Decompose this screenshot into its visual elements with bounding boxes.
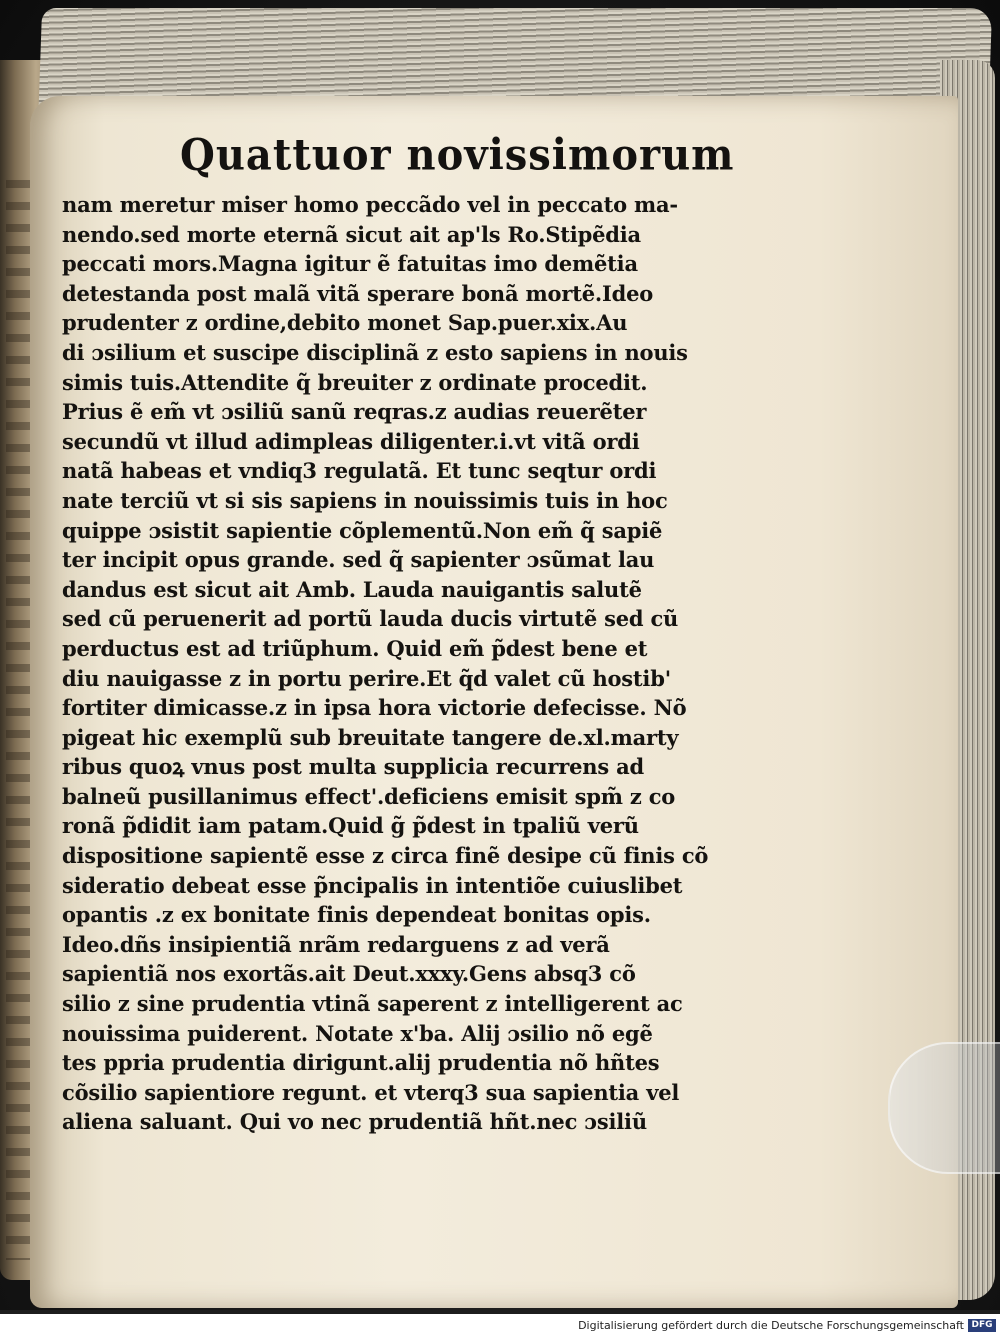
text-line: dandus est sicut ait Amb. Lauda nauigantis salutẽ xyxy=(62,576,642,602)
text-line: balneũ pusillanimus effect'.deficiens emisit spm̃ z co xyxy=(62,783,676,809)
text-line: detestanda post malã vitã sperare bonã mortẽ.Ideo xyxy=(62,280,654,306)
footer-bar xyxy=(0,1314,1000,1338)
text-line: nate terciũ vt si sis sapiens in nouissimis tuis in hoc xyxy=(62,487,668,513)
text-line: nendo.sed morte eternã sicut ait ap'ls Ro.Stipẽdia xyxy=(62,221,641,247)
text-line: nam meretur miser homo peccãdo vel in peccato ma- xyxy=(62,192,678,217)
body-text xyxy=(62,190,709,1137)
text-line: Ideo.dñs insipientiã nrãm redarguens z ad verã xyxy=(62,931,610,957)
text-line: secundũ vt illud adimpleas diligenter.i.vt vitã ordi xyxy=(62,428,640,454)
text-line: silio z sine prudentia vtinã saperent z intelligerent ac xyxy=(62,991,683,1017)
text-line: prudenter z ordine,debito monet Sap.puer.xix.Au xyxy=(62,310,628,336)
text-line: ter incipit opus grande. sed q̃ sapienter ɔsũmat lau xyxy=(62,547,655,573)
text-line: sideratio debeat esse p̃ncipalis in intentiõe cuiuslibet xyxy=(62,872,683,898)
text-line: di ɔsilium et suscipe disciplinã z esto sapiens in nouis xyxy=(62,339,688,365)
footer-credit: Digitalisierung gefördert durch die Deutsche Forschungsgemeinschaft xyxy=(578,1319,964,1332)
text-line: simis tuis.Attendite q̃ breuiter z ordinate procedit. xyxy=(62,369,648,395)
text-line: sapientiã nos exortãs.ait Deut.xxxy.Gens absq3 cõ xyxy=(62,961,636,987)
text-line: nouissima puiderent. Notate x'ba. Alij ɔsilio nõ egẽ xyxy=(62,1020,653,1046)
text-line: natã habeas et vndiq3 regulatã. Et tunc seqtur ordi xyxy=(62,458,657,484)
text-line: diu nauigasse z in portu perire.Et q̃d valet cũ hostib' xyxy=(62,665,671,691)
text-line: cõsilio sapientiore regunt. et vterq3 sua sapientia vel xyxy=(62,1079,680,1105)
text-line: perductus est ad triũphum. Quid em̃ p̃dest bene et xyxy=(62,635,648,661)
text-line: ronã p̃didit iam patam.Quid g̃ p̃dest in tpaliũ verũ xyxy=(62,813,639,839)
text-line: Prius ẽ em̃ vt ɔsiliũ sanũ reqras.z audias reuerẽter xyxy=(62,399,647,425)
page-clip xyxy=(888,1042,1000,1174)
text-line: aliena saluant. Qui vo nec prudentiã hñt.nec ɔsiliũ xyxy=(62,1109,647,1135)
text-line: peccati mors.Magna igitur ẽ fatuitas imo demẽtia xyxy=(62,251,638,277)
text-line: pigeat hic exemplũ sub breuitate tangere de.xl.marty xyxy=(62,724,679,750)
text-line: ribus quoꝝ vnus post multa supplicia recurrens ad xyxy=(62,754,644,780)
running-head: Quattuor novissimorum xyxy=(180,129,735,181)
dfg-logo-icon: DFG xyxy=(968,1319,996,1332)
text-line: sed cũ peruenerit ad portũ lauda ducis virtutẽ sed cũ xyxy=(62,606,679,632)
text-line: tes ppria prudentia dirigunt.alij prudentia nõ hñtes xyxy=(62,1050,660,1076)
text-line: fortiter dimicasse.z in ipsa hora victorie defecisse. Nõ xyxy=(62,695,687,721)
text-line: opantis .z ex bonitate finis dependeat bonitas opis. xyxy=(62,902,651,928)
text-line: quippe ɔsistit sapientie cõplementũ.Non em̃ q̃ sapiẽ xyxy=(62,517,663,543)
text-line: dispositione sapientẽ esse z circa finẽ desipe cũ finis cõ xyxy=(62,843,709,869)
